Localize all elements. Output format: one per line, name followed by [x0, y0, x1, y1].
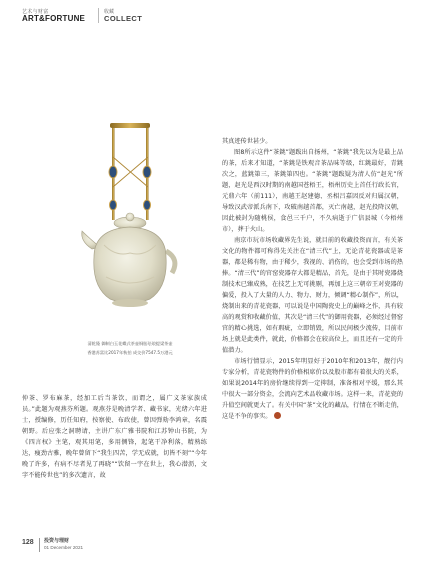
masthead-english: ART&FORTUNE — [22, 14, 86, 23]
page-number: 128 — [22, 539, 34, 546]
paragraph: 仲茶、罗布麻茶，经加工后当茶饮，而谓之，属广义茶家族成员。”此题为观燕芬所题。观燕芬是晚清学者、藏书家，光绪六年进士，授编修，历任知府，按察使、布政使，曾因弹劾李鸿章，名震朝野。后应张之洞聘请，主讲广东广雅书院和江苏钟山书院，为《四言权》主笔，观其用笔，多用侧锋，起笔干净利落，精熟练达，瘦劲古雅，晚年曾留下“我生四苦，学无成就，切皆不刻”“今年晚了许多，有病不尽者见了再晓”“饮留一宇在世上，我心潜沥，文字不能传世也”的多次遗言，故 — [22, 395, 207, 479]
end-of-article-mark-icon — [274, 412, 281, 419]
masthead-chinese: 艺术与财富 — [22, 9, 49, 15]
paragraph: 南京市玩市场收藏界先生说，就目前的收藏投资而言，有关茶文化的物件都可称得先关注在“清三代”上，无论青花瓷器或是茶器，都是稀有物，由于稀少，我视的、消伤的，也会受到市场的热捧。“清三代”的官窑瓷器存大都是精品，首先，是由于其时瓷器烧制技术已臻成熟，在技艺上无可挑剔，再加上这三朝帝王对瓷器的偏爱，投入了大量的人力、物力、财力，倾调“精心制作”，所以，烧制出来的青花瓷器，可以说是中国陶瓷史上的巅峰之作，具有较高的观赏和收藏价值，其次是“清三代”的御用瓷器，必须经过督窑官的精心挑选，如有瑕疵，立即销毁，所以民间极少流传，目前市场上就是此类件，就此，价格都会在较高位上，而且还有一定的升值潜力。 — [222, 237, 403, 354]
jade-teapot-photo — [76, 117, 184, 338]
body-text-right-column — [222, 136, 403, 422]
figure-caption-price: 香港苏富比2017年秋拍 成交价7547.5万港元 — [87, 350, 173, 355]
figure-caption-title: 清乾隆 御制白玉花蝶式茶壶铜胎珐琅提梁茶壶 — [87, 341, 173, 346]
handle-top-bar — [110, 123, 150, 128]
footer-issue-date: 01 December 2021 — [44, 545, 84, 550]
paragraph: 其真迹传世甚少。 — [222, 138, 272, 145]
paragraph: 图8所示这件“茶銚”题跋出自扬州，“茶銚”我先以为是最上品的茶，后来才知道，“茶銚是铁观音茶品味等级，红銚最好，青銚次之，蓝銚第三，茶銚第四也。“茶銚”题跋疑为清人仿“赵光”所题，赵光是西汉时期的南越国苍梧王，梧州历史上首任行政长官，元鼎六年（前111），南越王赵建德、丞相吕嘉因反对归属汉朝，导致汉武帝派兵南下，攻破南越首都，灭亡南越，赵光投降汉朝，因此被封为随桃侯，食邑三千户，不久病逝于广信县城（今梧州市），葬于火山。 — [222, 149, 403, 233]
footer-magazine-name: 投资与理财 — [44, 538, 70, 544]
paragraph-final — [222, 356, 403, 422]
footer-divider — [39, 538, 40, 552]
body-text-left-column — [22, 393, 207, 481]
header-divider — [98, 8, 99, 23]
section-label-english: COLLECT — [104, 14, 143, 23]
section-label-chinese: 收藏 — [104, 9, 115, 15]
paragraph-text: 市场行情显示，2015年明显好于2010年和2013年，靓行内专家分析，青花瓷物件的价格相席价以及股市都有着很大的关系，如果说2014年的房价继续得到一定抑制，准备相对平缓，那么其中很大一部分资金，会流向艺术品收藏市场。这样一来，青花瓷的升值空间就更大了。有关中国“茶”文化的藏品，行情在不断走俏，这是不争的事实。 — [222, 358, 403, 420]
